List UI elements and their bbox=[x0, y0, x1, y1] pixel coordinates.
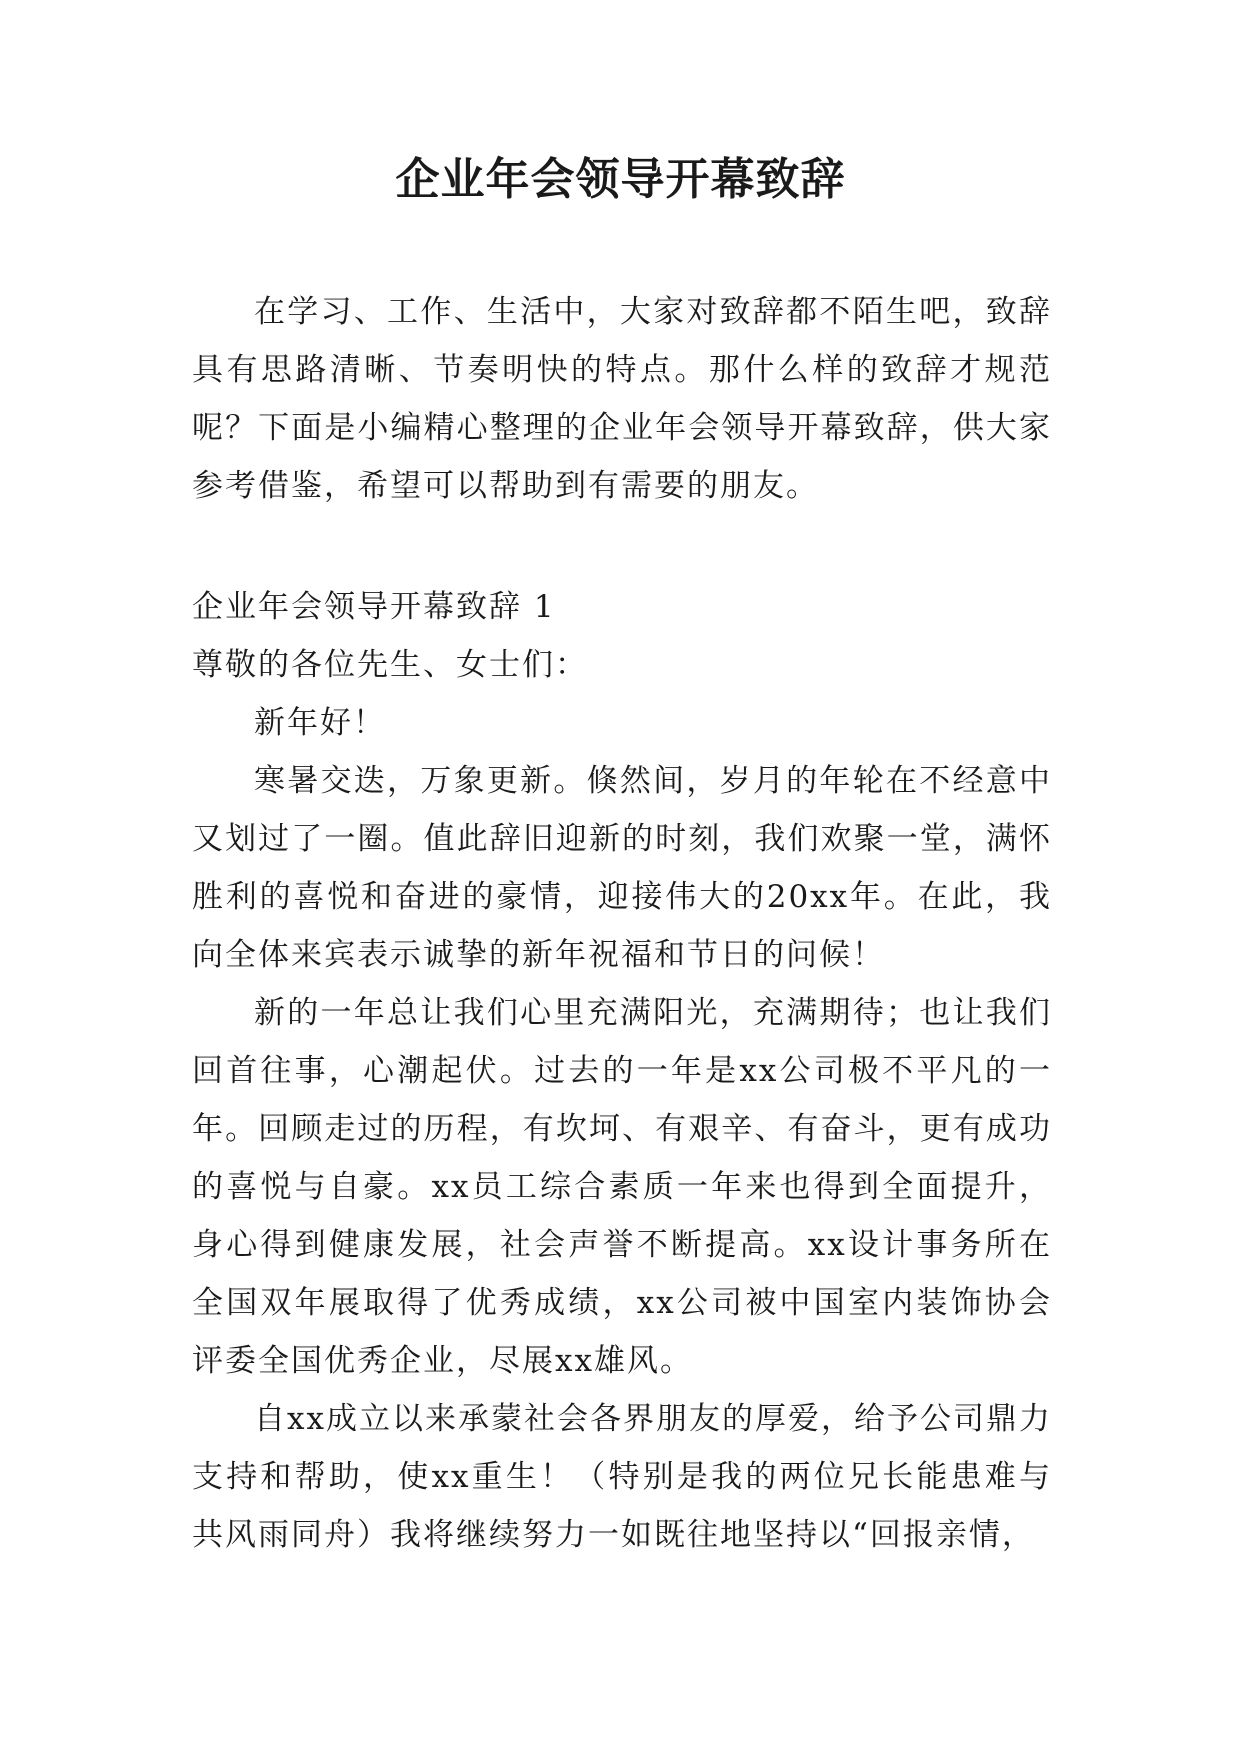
speech-section bbox=[192, 578, 1052, 1564]
speech-paragraph: 寒暑交迭，万象更新。倏然间，岁月的年轮在不经意中又划过了一圈。值此辞旧迎新的时刻，我们欢聚一堂，满怀胜利的喜悦和奋进的豪情，迎接伟大的20xx年。在此，我向全体来宾表示诚挚的新年祝福和节日的问候！ bbox=[192, 763, 1052, 973]
intro-section bbox=[192, 283, 1052, 515]
salutation: 尊敬的各位先生、女士们： bbox=[192, 647, 588, 683]
speech-paragraph: 新年好！ bbox=[254, 705, 386, 741]
intro-paragraph: 在学习、工作、生活中，大家对致辞都不陌生吧，致辞具有思路清晰、节奏明快的特点。那什么样的致辞才规范呢？下面是小编精心整理的企业年会领导开幕致辞，供大家参考借鉴，希望可以帮助到有需要的朋友。 bbox=[192, 294, 1052, 504]
speech-paragraph: 自xx成立以来承蒙社会各界朋友的厚爱，给予公司鼎力支持和帮助，使xx重生！（特别是我的两位兄长能患难与共风雨同舟）我将继续努力一如既往地坚持以“回报亲情， bbox=[192, 1401, 1052, 1553]
section-heading: 企业年会领导开幕致辞 1 bbox=[192, 589, 556, 625]
speech-paragraph: 新的一年总让我们心里充满阳光，充满期待；也让我们回首往事，心潮起伏。过去的一年是xx公司极不平凡的一年。回顾走过的历程，有坎坷、有艰辛、有奋斗，更有成功的喜悦与自豪。xx员工综合素质一年来也得到全面提升，身心得到健康发展，社会声誉不断提高。xx设计事务所在全国双年展取得了优秀成绩，xx公司被中国室内装饰协会评委全国优秀企业，尽展xx雄风。 bbox=[192, 995, 1052, 1379]
document-title: 企业年会领导开幕致辞 bbox=[395, 154, 846, 205]
